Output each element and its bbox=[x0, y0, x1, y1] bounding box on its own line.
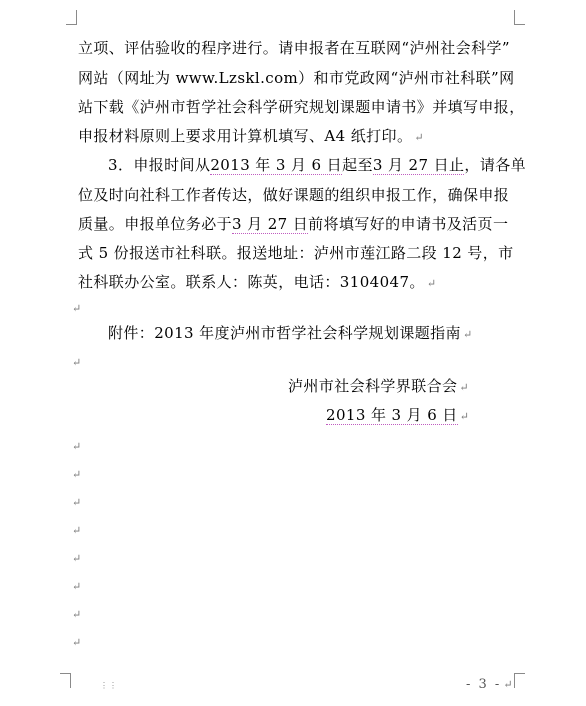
paragraph-mark-icon: ↵ bbox=[72, 636, 82, 649]
paragraph-mark-icon: ↵ bbox=[72, 440, 82, 453]
paragraph-mark-icon: ↵ bbox=[414, 131, 424, 144]
paragraph-mark-icon: ↵ bbox=[72, 552, 82, 565]
paragraph-mark-icon: ↵ bbox=[503, 678, 515, 691]
date-underlined: 3 月 27 日止 bbox=[372, 156, 465, 174]
crop-mark-bottom-right bbox=[514, 673, 525, 688]
attachment-line: 附件：2013 年度泸州市哲学社会科学规划课题指南 ↵ bbox=[108, 324, 473, 342]
paragraph-mark-icon: ↵ bbox=[72, 356, 82, 369]
paragraph-mark-icon: ↵ bbox=[72, 608, 82, 621]
paragraph-mark-icon: ↵ bbox=[72, 524, 82, 537]
crop-mark-top-left bbox=[66, 10, 77, 25]
body-line: 质量。申报单位务必于3 月 27 日前将填写好的申请书及活页一 bbox=[78, 215, 509, 233]
body-line: 式 5 份报送市社科联。报送地址：泸州市莲江路二段 12 号，市 bbox=[78, 244, 514, 262]
date-underlined: 3 月 27 日 bbox=[232, 215, 309, 233]
body-line: 站下载《泸州市哲学社会科学研究规划课题申请书》并填写申报， bbox=[78, 98, 525, 116]
body-line: 申报材料原则上要求用计算机填写、A4 纸打印。 ↵ bbox=[78, 127, 424, 145]
body-line: 网站（网址为 www.Lzskl.com）和市党政网“泸州市社科联”网 bbox=[78, 69, 515, 87]
signature-org: 泸州市社会科学界联合会 ↵ bbox=[288, 377, 470, 395]
crop-mark-bottom-left bbox=[60, 673, 71, 688]
paragraph-mark-icon: ↵ bbox=[72, 468, 82, 481]
date-underlined: 2013 年 3 月 6 日 bbox=[210, 156, 343, 174]
body-line: 立项、评估验收的程序进行。请申报者在互联网“泸州社会科学” bbox=[78, 39, 510, 57]
paragraph-mark-icon: ↵ bbox=[72, 580, 82, 593]
body-line: 3．申报时间从2013 年 3 月 6 日起至3 月 27 日止，请各单 bbox=[108, 156, 527, 174]
footer-field-marker: ⋮⋮ bbox=[100, 681, 118, 690]
paragraph-mark-icon: ↵ bbox=[459, 381, 470, 394]
signature-date: 2013 年 3 月 6 日 ↵ bbox=[326, 406, 470, 424]
paragraph-mark-icon: ↵ bbox=[459, 410, 470, 423]
crop-mark-top-right bbox=[514, 10, 525, 25]
paragraph-mark-icon: ↵ bbox=[72, 496, 82, 509]
page-number: - 3 - ↵ bbox=[466, 677, 515, 692]
body-line: 位及时向社科工作者传达，做好课题的组织申报工作，确保申报 bbox=[78, 186, 510, 204]
paragraph-mark-icon: ↵ bbox=[462, 328, 473, 341]
paragraph-mark-icon: ↵ bbox=[72, 302, 82, 315]
paragraph-mark-icon: ↵ bbox=[426, 277, 437, 290]
body-line: 社科联办公室。联系人：陈英，电话：3104047。 ↵ bbox=[78, 273, 437, 291]
